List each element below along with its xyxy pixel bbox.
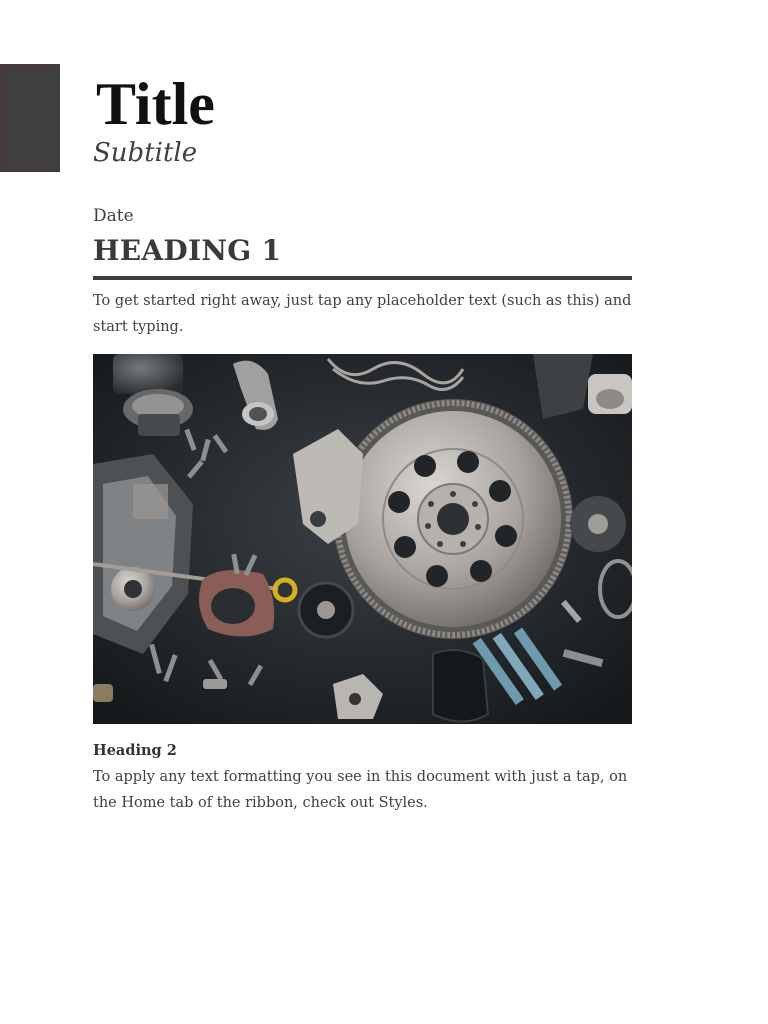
document-date[interactable]: Date	[93, 206, 134, 226]
heading-2[interactable]: Heading 2	[93, 742, 177, 759]
engine-parts-photo-icon	[93, 354, 632, 724]
document-title[interactable]: Title	[96, 71, 215, 137]
heading-1[interactable]: HEADING 1	[93, 234, 282, 267]
body-paragraph-1[interactable]: To get started right away, just tap any placeholder text (such as this) and start typing.	[93, 293, 632, 335]
engine-parts-photo[interactable]	[93, 354, 632, 724]
body-paragraph-2[interactable]: To apply any text formatting you see in this document with just a tap, on the Home tab of the ribbon, check out Styles.	[93, 769, 628, 811]
document-subtitle[interactable]: Subtitle	[93, 138, 198, 168]
heading-rule	[93, 276, 632, 280]
accent-bar	[0, 64, 60, 172]
